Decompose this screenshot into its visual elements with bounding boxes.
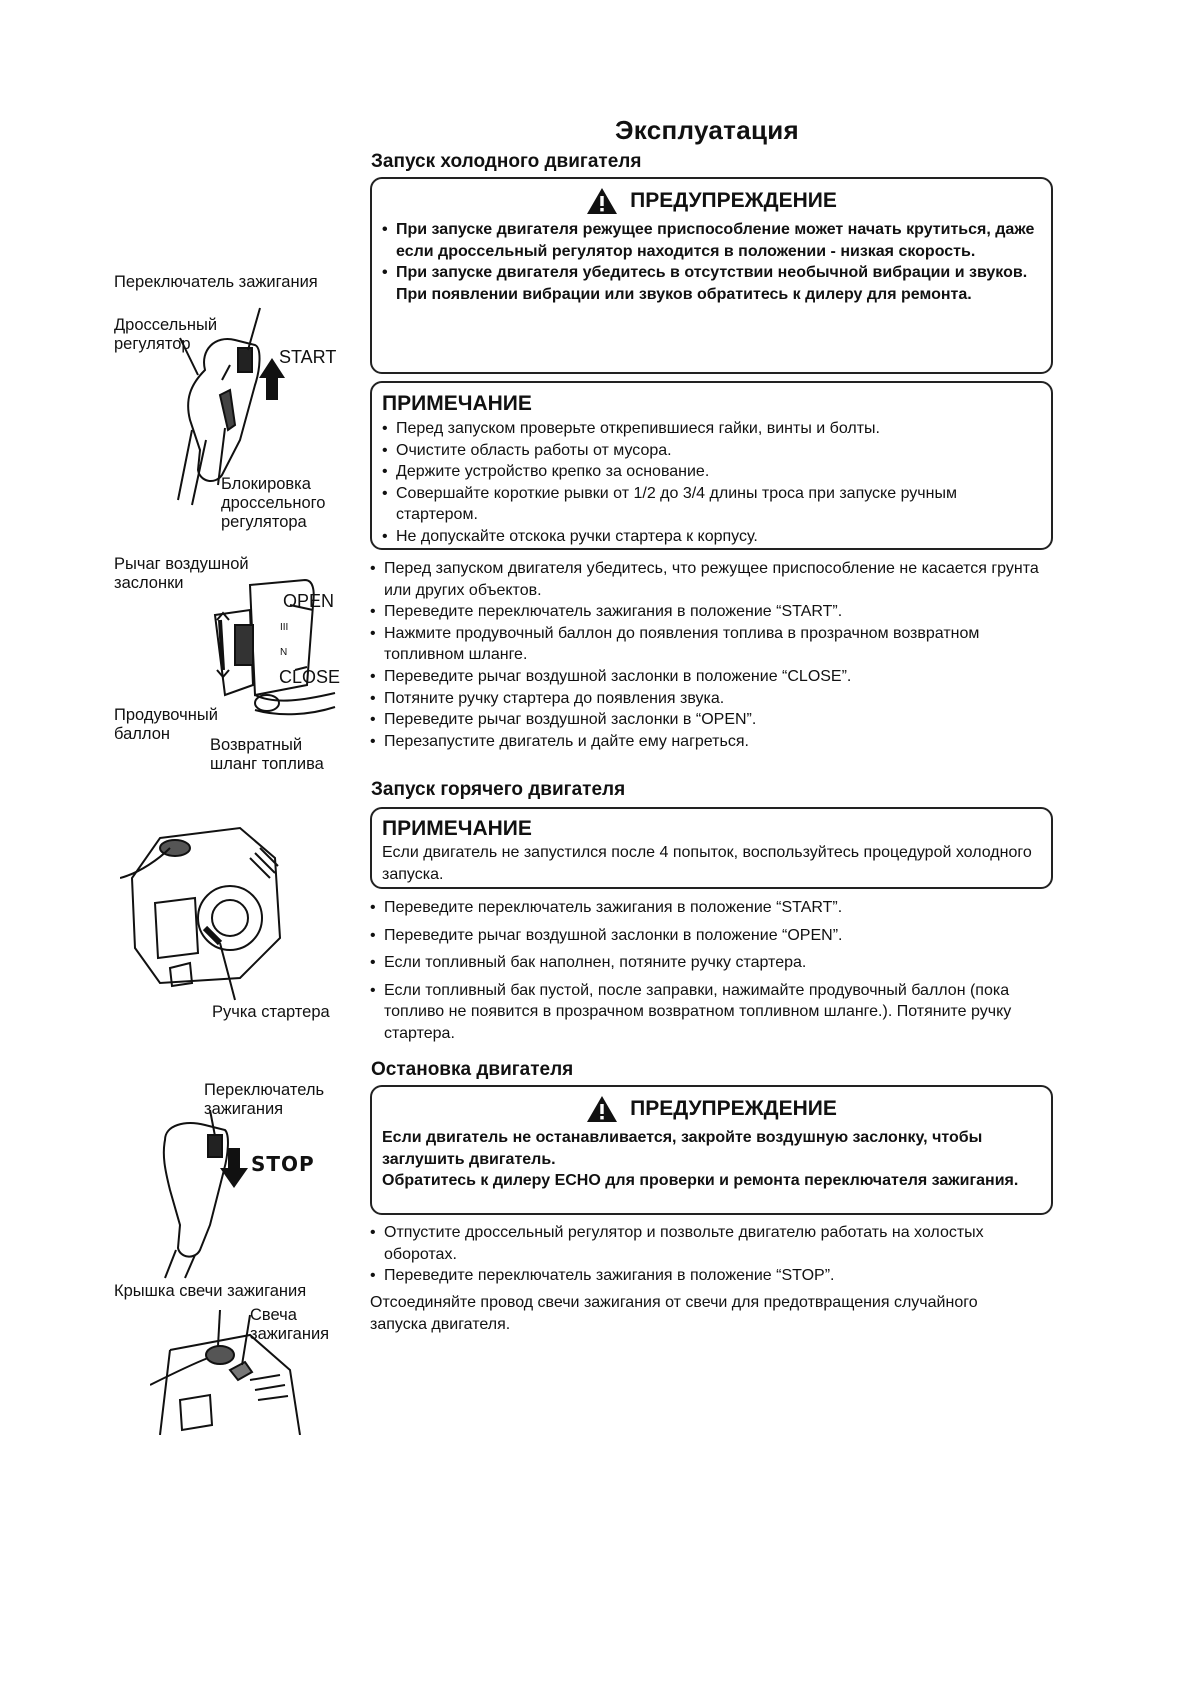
hot-steps-list — [370, 897, 1050, 1045]
throttle-handle-illustration — [160, 290, 310, 510]
list-item: • Если топливный бак наполнен, потяните ручку стартера. — [370, 952, 1050, 974]
label-starter-handle: Ручка стартера — [212, 1003, 330, 1021]
section-heading-hot-start: Запуск горячего двигателя — [371, 779, 626, 800]
stop-steps-list — [370, 1222, 1050, 1287]
list-item: • Очистите область работы от мусора. — [382, 440, 1041, 462]
down-arrow-icon — [220, 1148, 248, 1188]
choke-lever-illustration — [195, 575, 345, 735]
stop-handle-illustration — [140, 1110, 320, 1280]
warning-text: Если двигатель не останавливается, закройте воздушную заслонку, чтобы заглушить двигатель. — [382, 1129, 983, 1168]
list-item: • При запуске двигателя режущее приспособление может начать крутиться, даже если дроссельный регулятор находится в положении - низкая скорость. — [382, 219, 1041, 262]
svg-text:III: III — [280, 622, 289, 633]
svg-text:N: N — [280, 647, 288, 658]
spark-plug-illustration — [150, 1310, 310, 1435]
list-item-text: При появлении вибрации или звуков обратитесь к дилеру для ремонта. — [396, 285, 972, 303]
list-item: • Не допускайте отскока ручки стартера к корпусу. — [382, 526, 1041, 548]
label-throttle-lock: Блокировка дроссельного регулятора — [221, 475, 326, 531]
list-item: • Потяните ручку стартера до появления звука. — [370, 688, 1050, 710]
page-title: Эксплуатация — [615, 115, 800, 145]
note-box-cold — [370, 381, 1053, 550]
warning-header — [372, 187, 1051, 215]
list-item: • Переведите переключатель зажигания в положение “START”. — [370, 601, 1050, 623]
list-item: • Перед запуском двигателя убедитесь, что режущее приспособление не касается грунта или других объектов. — [370, 558, 1050, 601]
note-title: ПРИМЕЧАНИЕ — [382, 817, 532, 840]
note-box-hot — [370, 807, 1053, 889]
up-arrow-icon — [259, 358, 285, 400]
label-throttle: Дроссельный регулятор — [114, 316, 218, 353]
label-return-hose: Возвратный шланг топлива — [210, 736, 324, 773]
cold-steps-list — [370, 558, 1050, 752]
stop-label: STOP — [251, 1152, 315, 1176]
warning-triangle-icon — [586, 187, 618, 215]
warning-triangle-icon — [586, 1095, 618, 1123]
note-text: Если двигатель не запустился после 4 попыток, воспользуйтесь процедурой холодного запуска. — [382, 844, 1032, 883]
label-ignition-switch: Переключатель зажигания — [114, 273, 318, 291]
warning-title: ПРЕДУПРЕЖДЕНИЕ — [630, 1097, 837, 1120]
list-item: • Перезапустите двигатель и дайте ему нагреться. — [370, 731, 1050, 753]
list-item: • Держите устройство крепко за основание. — [382, 461, 1041, 483]
warning-text: Обратитесь к дилеру ECHO для проверки и ремонта переключателя зажигания. — [382, 1172, 1019, 1190]
engine-starter-illustration — [120, 818, 290, 1003]
warning-list — [382, 219, 1041, 305]
section-heading-cold-start: Запуск холодного двигателя — [371, 151, 642, 172]
list-item: • Совершайте короткие рывки от 1/2 до 3/4 длины троса при запуске ручным стартером. — [382, 483, 1041, 526]
list-item: • Переведите рычаг воздушной заслонки в “OPEN”. — [370, 709, 1050, 731]
list-item: • Переведите переключатель зажигания в положение “START”. — [370, 897, 1050, 919]
label-choke-lever: Рычаг воздушной заслонки — [114, 555, 249, 592]
warning-header — [372, 1095, 1051, 1123]
list-item: • Переведите рычаг воздушной заслонки в положение “OPEN”. — [370, 925, 1050, 947]
label-close: CLOSE — [279, 667, 341, 687]
label-spark-plug: Свеча зажигания — [250, 1306, 330, 1343]
label-plug-cap: Крышка свечи зажигания — [114, 1282, 307, 1300]
label-ignition-switch-stop: Переключатель зажигания — [204, 1081, 325, 1118]
list-item: • При запуске двигателя убедитесь в отсутствии необычной вибрации и звуков. — [382, 262, 1041, 284]
list-item: • Переведите переключатель зажигания в положение “STOP”. — [370, 1265, 1050, 1287]
warning-title: ПРЕДУПРЕЖДЕНИЕ — [630, 189, 837, 212]
list-item: • Если топливный бак пустой, после заправки, нажимайте продувочный баллон (пока топливо не появится в прозрачном возвратном топливном шланге.). Потяните ручку стартера. — [370, 980, 1050, 1045]
note-list — [382, 418, 1041, 548]
list-item — [382, 284, 1041, 306]
warning-box-stop — [370, 1085, 1053, 1215]
list-item: • Переведите рычаг воздушной заслонки в положение “CLOSE”. — [370, 666, 1050, 688]
label-primer: Продувочный баллон — [114, 706, 218, 743]
list-item: • Нажмите продувочный баллон до появления топлива в прозрачном возвратном топливном шланге. — [370, 623, 1050, 666]
label-open: OPEN — [283, 591, 335, 611]
warning-box-cold — [370, 177, 1053, 374]
label-start: START — [279, 347, 337, 367]
list-item: • Перед запуском проверьте открепившиеся гайки, винты и болты. — [382, 418, 1041, 440]
section-heading-stop: Остановка двигателя — [371, 1059, 574, 1080]
final-note: Отсоединяйте провод свечи зажигания от свечи для предотвращения случайного запуска двигателя. — [370, 1294, 978, 1333]
note-title: ПРИМЕЧАНИЕ — [382, 392, 532, 415]
list-item: • Отпустите дроссельный регулятор и позвольте двигателю работать на холостых оборотах. — [370, 1222, 1050, 1265]
